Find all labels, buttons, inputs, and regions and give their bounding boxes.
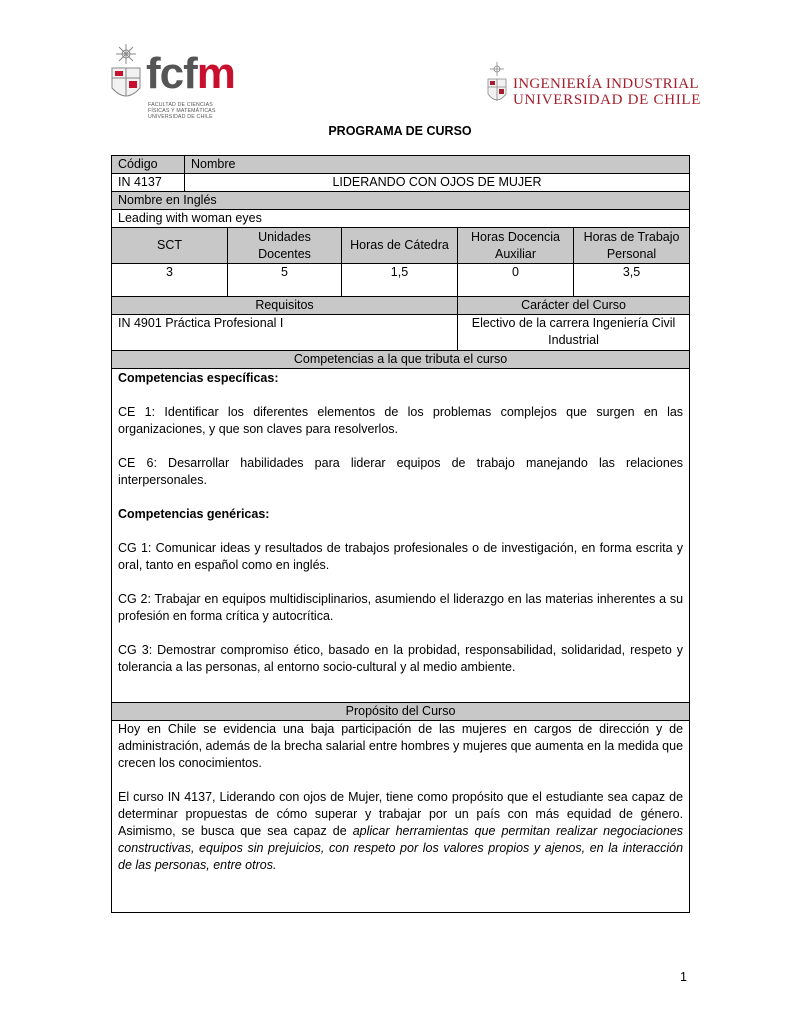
code-header: Código xyxy=(112,156,185,174)
proposito-paragraph-2-plain: El curso IN 4137, Liderando con ojos de Mujer, tiene como propósito que el estudiante sea capaz de determinar propuestas de cómo superar y trabajar por un país con más equidad de género. Asimismo, se busca que sea capaz de xyxy=(118,790,684,838)
competencias-especificas-title: Competencias específicas: xyxy=(118,371,279,385)
logo-line-2: UNIVERSIDAD DE CHILE xyxy=(513,92,702,108)
competencia-ce6: CE 6: Desarrollar habilidades para liderar equipos de trabajo manejando las relaciones interpersonales. xyxy=(118,456,684,487)
document-title: PROGRAMA DE CURSO xyxy=(328,124,472,138)
competencias-body xyxy=(112,369,690,703)
competencia-cg3: CG 3: Demostrar compromiso ético, basado en la probidad, responsabilidad, solidaridad, respeto y tolerancia a las personas, al entorno socio-cultural y al medio ambiente. xyxy=(118,643,684,674)
fcfm-subtitle: FACULTAD DE CIENCIAS FÍSICAS Y MATEMÁTICAS UNIVERSIDAD DE CHILE xyxy=(148,102,216,120)
fcfm-logo xyxy=(108,44,233,126)
horas-docencia-auxiliar-header: Horas Docencia Auxiliar xyxy=(458,228,574,264)
competencia-cg2: CG 2: Trabajar en equipos multidisciplinarios, asumiendo el liderazgo en las materias inherentes a su profesión en forma crítica y autocrítica. xyxy=(118,592,684,623)
department-crest-icon xyxy=(486,62,508,107)
horas-catedra-value: 1,5 xyxy=(342,264,458,297)
name-header: Nombre xyxy=(185,156,690,174)
english-name-header: Nombre en Inglés xyxy=(112,192,690,210)
unidades-docentes-header: Unidades Docentes xyxy=(228,228,342,264)
horas-trabajo-personal-header: Horas de Trabajo Personal xyxy=(574,228,690,264)
ingenieria-industrial-logo xyxy=(486,62,702,108)
sct-header: SCT xyxy=(112,228,228,264)
course-name: LIDERANDO CON OJOS DE MUJER xyxy=(185,174,690,192)
character-value: Electivo de la carrera Ingeniería Civil Industrial xyxy=(458,315,690,351)
unidades-docentes-value: 5 xyxy=(228,264,342,297)
fcfm-wordmark: fcfm xyxy=(146,49,235,98)
horas-catedra-header: Horas de Cátedra xyxy=(342,228,458,264)
requirements-value: IN 4901 Práctica Profesional I xyxy=(112,315,458,351)
horas-docencia-auxiliar-value: 0 xyxy=(458,264,574,297)
horas-trabajo-personal-value: 3,5 xyxy=(574,264,690,297)
sct-value: 3 xyxy=(112,264,228,297)
proposito-paragraph-2-italic: aplicar herramientas que permitan realizar negociaciones constructivas, equipos sin prejuicios, con respeto por los valores propios y ajenos, en la interacción de las personas, entre otros. xyxy=(118,824,684,872)
character-header: Carácter del Curso xyxy=(458,297,690,315)
course-program-table xyxy=(111,155,690,913)
competencia-cg1: CG 1: Comunicar ideas y resultados de trabajos profesionales o de investigación, en forma escrita y oral, tanto en español como en inglés. xyxy=(118,541,684,572)
competencia-ce1: CE 1: Identificar los diferentes elementos de los problemas complejos que surgen en las organizaciones, y que son claves para resolverlos. xyxy=(118,405,684,436)
requirements-header: Requisitos xyxy=(112,297,458,315)
university-crest-icon xyxy=(108,44,144,106)
page-number: 1 xyxy=(680,970,687,984)
course-code: IN 4137 xyxy=(112,174,185,192)
competencias-genericas-title: Competencias genéricas: xyxy=(118,507,270,521)
proposito-body xyxy=(112,721,690,913)
competencias-header: Competencias a la que tributa el curso xyxy=(112,351,690,369)
proposito-paragraph-2 xyxy=(118,789,683,874)
proposito-paragraph-1: Hoy en Chile se evidencia una baja participación de las mujeres en cargos de dirección y de administración, además de la brecha salarial entre hombres y mujeres que aumenta en la medida que crecen los conocimientos. xyxy=(118,722,684,770)
proposito-header: Propósito del Curso xyxy=(112,703,690,721)
english-name: Leading with woman eyes xyxy=(112,210,690,228)
logo-line-1: INGENIERÍA INDUSTRIAL xyxy=(513,76,699,92)
